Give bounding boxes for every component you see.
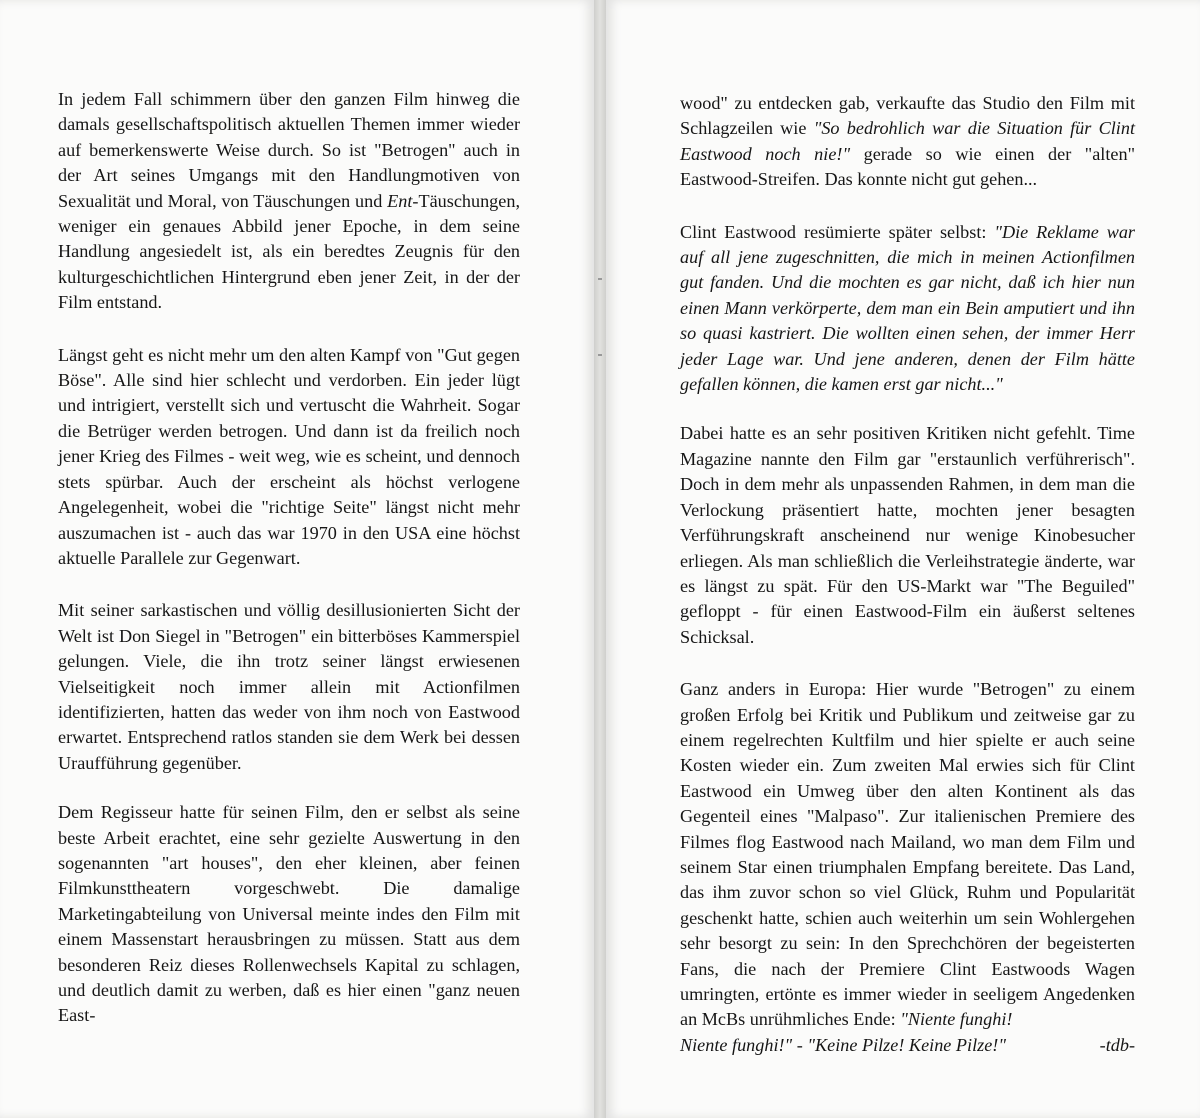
- quote: "Die Reklame war auf all jene zugeschnitten, die mich in meinen Actionfilmen gut fanden. Und die mochten es gar nicht, daß ich hier nun einen Mann verkörperte, dem man ein Bein amputiert und ihn so quasi kastriert. Die wollten einen sehen, der immer Herr jeder Lage war. Und jene anderen, denen der Film hätte gefallen können, die kamen erst gar nicht...": [680, 221, 1135, 395]
- closing-line: Niente funghi!" - "Keine Pilze! Keine Pilze!" -tdb-: [680, 1033, 1135, 1058]
- paragraph: Ganz anders in Europa: Hier wurde "Betrogen" zu einem großen Erfolg bei Kritik und Publikum und zeitweise gar zu einem regelrechten Kultfilm und hier spielte er auch seine Kosten wieder ein. Zum zweiten Mal erwies sich für Clint Eastwood ein Umweg über den alten Kontinent als das Gegenteil eines "Malpaso". Zur italienischen Premiere des Filmes flog Eastwood nach Mailand, wo man dem Film und seinem Star einen triumphalen Empfang bereitete. Das Land, das ihm zuvor schon so viel Glück, Ruhm und Popularität geschenkt hatte, schien auch weiterhin um sein Wohlergehen sehr besorgt zu sein: In den Sprechchören der begeisterten Fans, die nach der Premiere Clint Eastwoods Wagen umringten, ertönte es immer wieder in seeligem Angedenken an McBs unrühmliches Ende: "Niente funghi!: [680, 679, 1135, 1030]
- quote: "Keine Pilze! Keine Pilze!": [807, 1034, 1006, 1055]
- quote: "Niente funghi!: [900, 1009, 1013, 1030]
- paragraph: Dem Regisseur hatte für seinen Film, den er selbst als seine beste Arbeit erachtet, eine sehr gezielte Auswertung in den sogenannten "art houses", den eher kleinen, aber feinen Filmkunsttheatern vorgeschwebt. Die damalige Marketingabteilung von Universal meinte indes den Film mit einem Massenstart herausbringen zu müssen. Statt aus dem besonderen Reiz dieses Rollenwechsels Kapital zu schlagen, und deutlich damit zu werben, daß es hier einen "ganz neuen East-: [58, 802, 520, 1026]
- paragraph: Mit seiner sarkastischen und völlig desillusionierten Sicht der Welt ist Don Siegel in "Betrogen" ein bitterböses Kammerspiel gelungen. Viele, die ihn trotz seiner längst erwiesenen Vielseitigkeit noch immer allein mit Actionfilmen identifizierten, hatten das weder von ihm noch von Eastwood erwartet. Entsprechend ratlos standen sie dem Werk bei dessen Uraufführung gegenüber.: [58, 600, 520, 773]
- paragraph: In jedem Fall schimmern über den ganzen Film hinweg die damals gesellschaftspolitisch aktuellen Themen immer wieder auf bemerkenswerte Weise durch. So ist "Betrogen" auch in der Art seines Umgangs mit den Handlungmotiven von Sexualität und Moral, von Täuschungen und Ent-Täuschungen, weniger ein genaues Abbild jener Epoche, in dem seine Handlung angesiedelt ist, als ein beredtes Zeugnis für den kulturgeschichtlichen Hintergrund eben jener Zeit, in der der Film entstand.: [58, 89, 520, 313]
- quote: Niente funghi!": [680, 1034, 793, 1055]
- author-signature: -tdb-: [1099, 1034, 1135, 1055]
- paragraph: wood" zu entdecken gab, verkaufte das Studio den Film mit Schlagzeilen wie "So bedrohlich war die Situation für Clint Eastwood noch nie!" gerade so wie einen der "alten" Eastwood-Streifen. Das konnte nicht gut gehen...: [680, 93, 1135, 190]
- quote: "So bedrohlich war die Situation für Clint Eastwood noch nie!": [680, 118, 1135, 164]
- crease-mark: [598, 354, 602, 356]
- paragraph: Längst geht es nicht mehr um den alten Kampf von "Gut gegen Böse". Alle sind hier schlecht und verdorben. Ein jeder lügt und intrigiert, verstellt sich und vertuscht die Wahrheit. Sogar die Betrüger werden betrogen. Und dann ist da freilich noch jener Krieg des Filmes - weit weg, wie es scheint, und dennoch stets spürbar. Auch der erscheint als höchst verlogene Angelegenheit, wobei die "richtige Seite" längst nicht mehr auszumachen ist - auch das war 1970 in den USA eine höchst aktuelle Parallele zur Gegenwart.: [58, 344, 520, 568]
- emphasis: Ent: [387, 190, 413, 211]
- right-page: [606, 0, 1200, 1118]
- book-gutter: [594, 0, 606, 1118]
- crease-mark: [598, 278, 602, 280]
- right-text-column: [680, 91, 1135, 1058]
- paragraph: Clint Eastwood resümierte später selbst: "Die Reklame war auf all jene zugeschnitten, die mich in meinen Actionfilmen gut fanden. Und die mochten es gar nicht, daß ich hier nun einen Mann verkörperte, dem man ein Bein amputiert und ihn so quasi kastriert. Die wollten einen sehen, der immer Herr jeder Lage war. Und jene anderen, denen der Film hätte gefallen können, die kamen erst gar nicht...": [680, 221, 1135, 395]
- left-page: [0, 0, 594, 1118]
- paragraph: Dabei hatte es an sehr positiven Kritiken nicht gefehlt. Time Magazine nannte den Film gar "erstaunlich verführerisch". Doch in dem mehr als unpassenden Rahmen, in dem man die Verlockung präsentiert hatte, mochten jener besagten Verführungskraft anscheinend nur wenige Kinobesucher erliegen. Als man schließlich die Verleihstrategie änderte, war es längst zu spät. Für den US-Markt war "The Beguiled" gefloppt - für einen Eastwood-Film ein äußerst seltenes Schicksal.: [680, 423, 1135, 647]
- left-text-column: [58, 87, 520, 1056]
